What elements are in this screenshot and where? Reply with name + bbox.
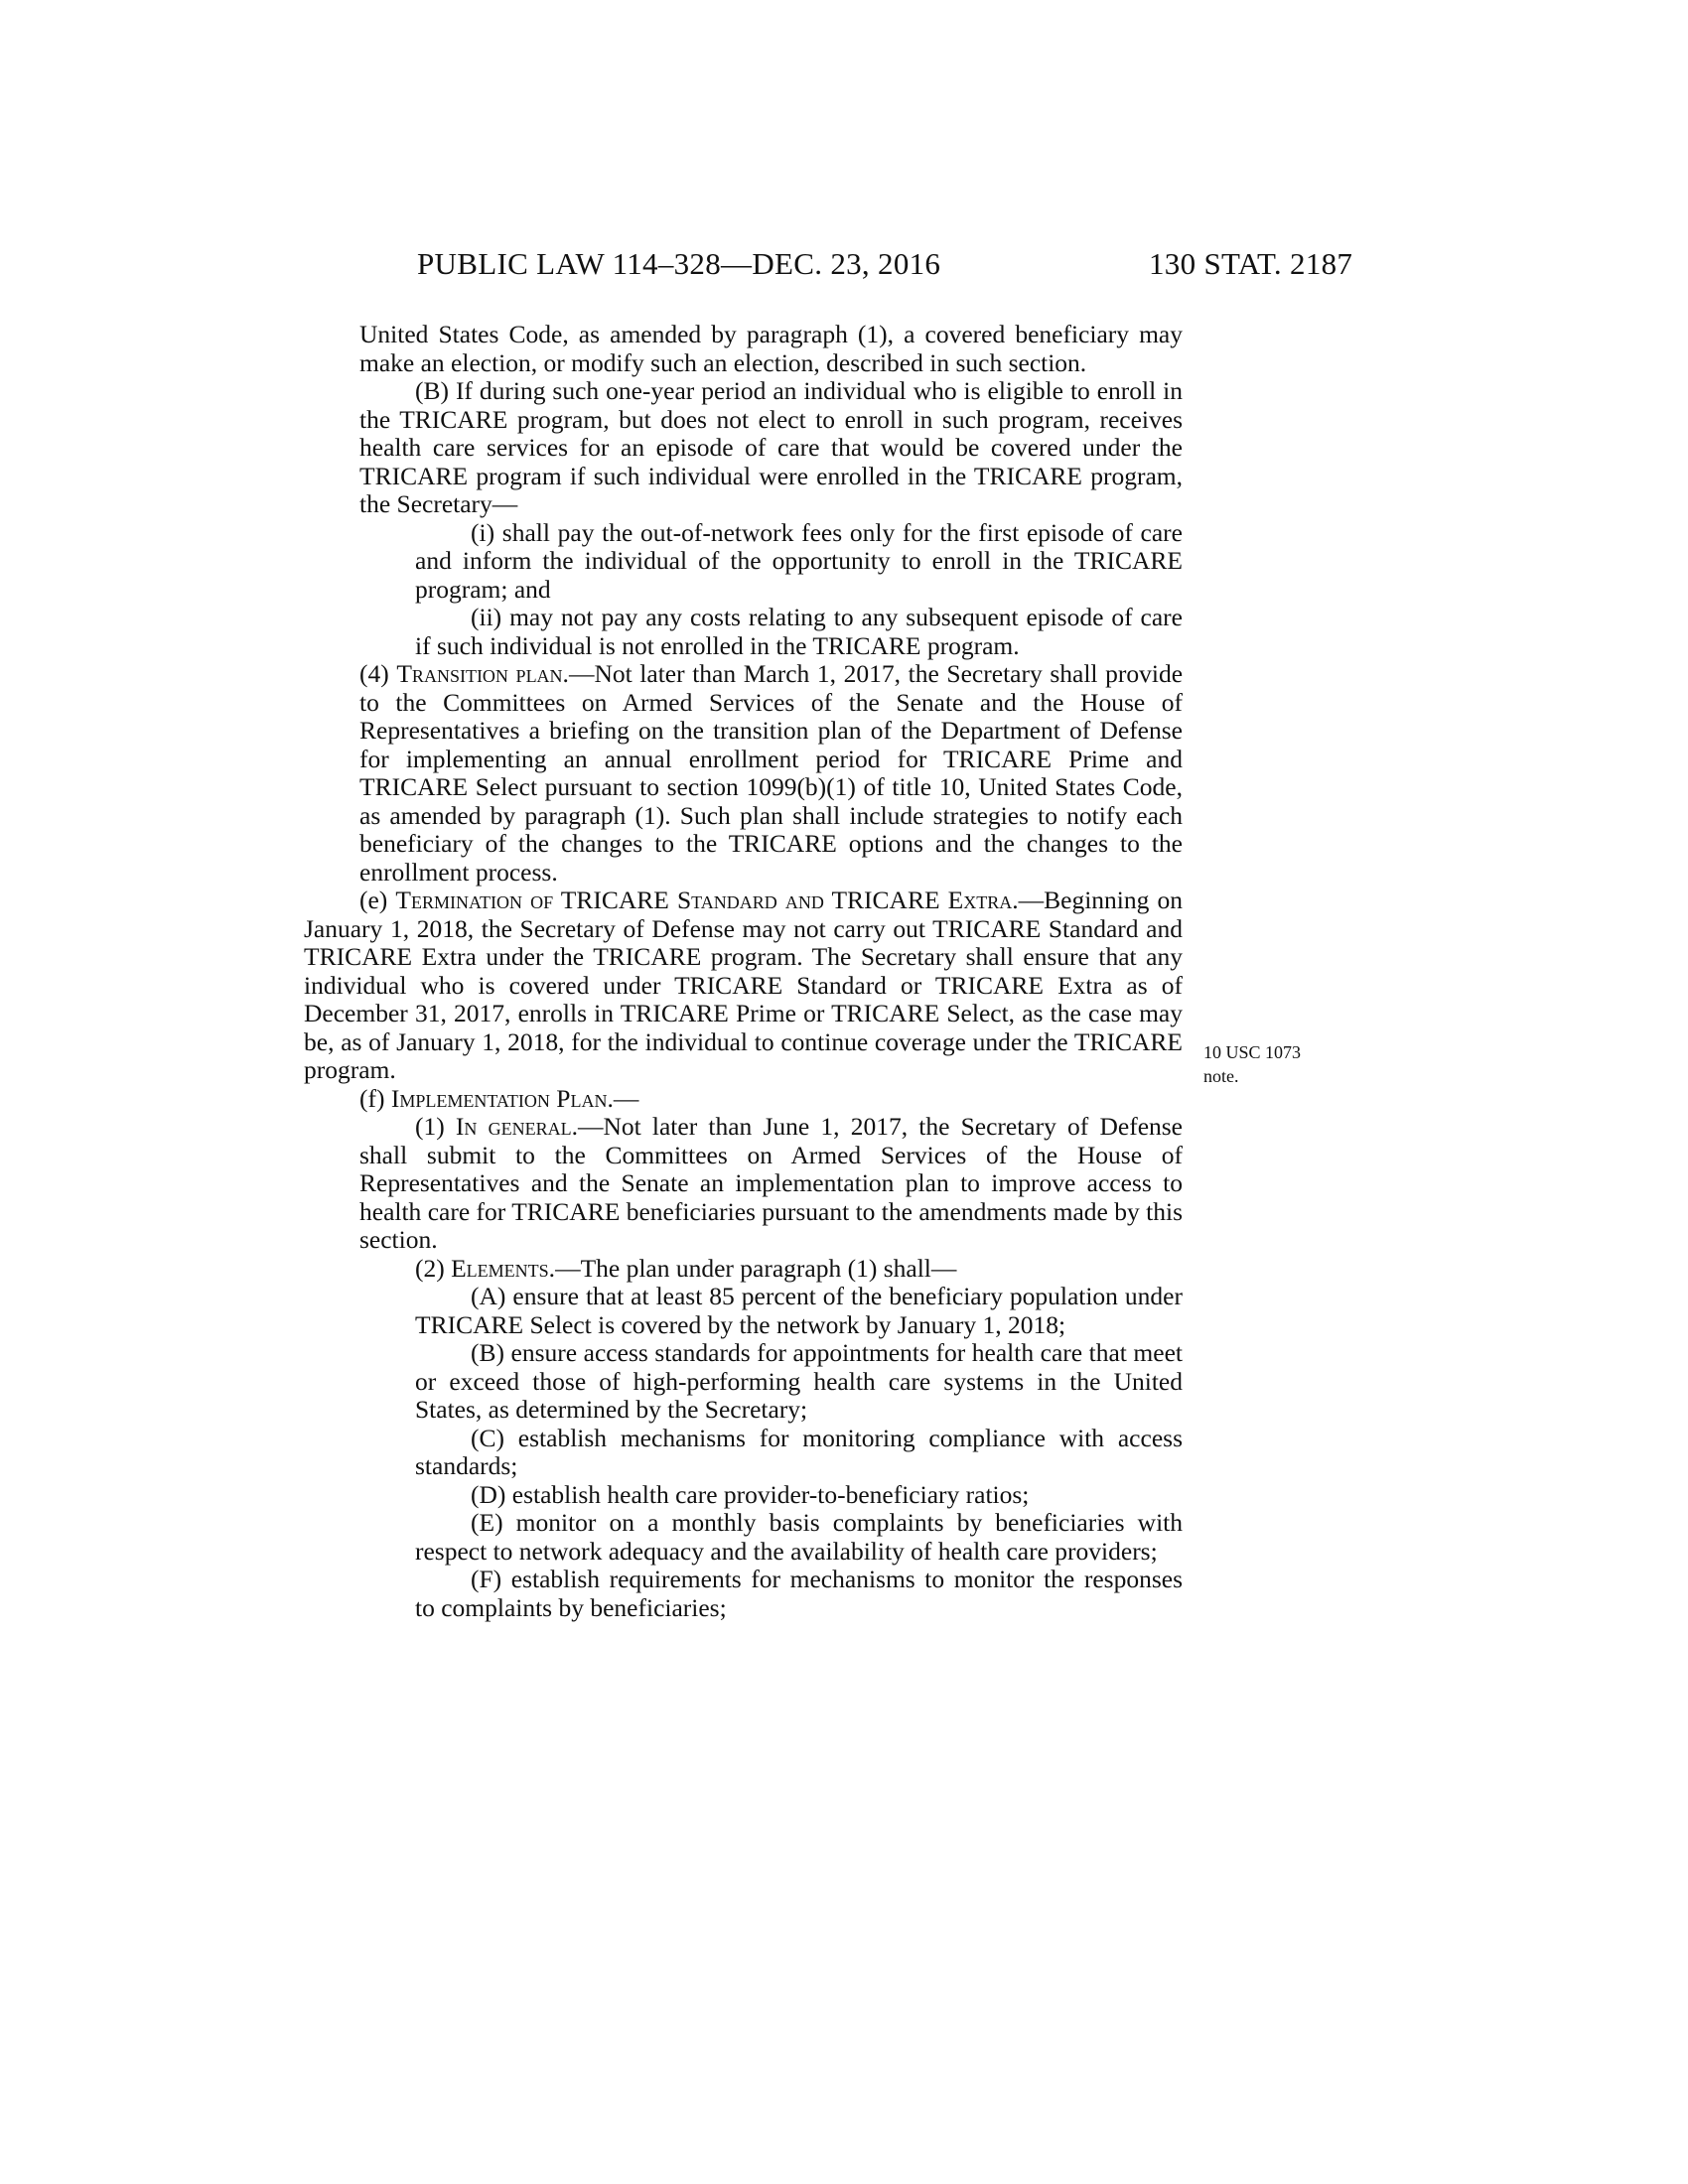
paragraph-2-elements — [359, 1255, 1183, 1284]
paragraph-4-text: —Not later than March 1, 2017, the Secretary shall provide to the Committees on Armed Services of the Senate and the House of Representatives a briefing on the transition plan of the Department of Defense for implementing an annual enrollment period for TRICARE Prime and TRICARE Select pursuant to section 1099(b)(1) of title 10, United States Code, as amended by paragraph (1). Such plan shall include strategies to notify each beneficiary of the changes to the TRICARE options and the changes to the enrollment process. — [359, 659, 1184, 887]
paragraph-i: (i) shall pay the out-of-network fees only for the first episode of care and inform the individual of the opportunity to enroll in the TRICARE program; and — [415, 517, 1183, 604]
running-header-page: 130 STAT. 2187 — [1149, 246, 1353, 281]
document-body — [0, 321, 1688, 1622]
paragraph-2-text: —The plan under paragraph (1) shall— — [555, 1253, 957, 1283]
paragraph-1-number: (1) — [415, 1112, 456, 1141]
subsection-f-number: (f) — [359, 1083, 391, 1113]
element-f: (F) establish requirements for mechanisms to monitor the responses to complaints by beneficiaries; — [415, 1565, 1183, 1622]
subsection-e-termination — [304, 887, 1183, 1085]
paragraph-4-transition-plan — [359, 660, 1183, 887]
paragraph-b: (B) If during such one-year period an individual who is eligible to enroll in the TRICARE program, but does not elect to enroll in such program, receives health care services for an episode of care that would be covered under the TRICARE program if such individual were enrolled in the TRICARE program, the Secretary— — [359, 376, 1183, 518]
paragraph-1-heading: In general. — [455, 1112, 578, 1141]
paragraph-continuation: United States Code, as amended by paragraph (1), a covered beneficiary may make an election, or modify such an election, described in such section. — [359, 320, 1183, 377]
element-c: (C) establish mechanisms for monitoring compliance with access standards; — [415, 1423, 1183, 1480]
subsection-e-heading: Termination of TRICARE Standard and TRICARE Extra. — [395, 886, 1019, 914]
subsection-f-implementation — [304, 1085, 1183, 1114]
paragraph-ii: (ii) may not pay any costs relating to any subsequent episode of care if such individual is not enrolled in the TRICARE program. — [415, 603, 1183, 660]
paragraph-2-number: (2) — [415, 1253, 452, 1283]
element-e: (E) monitor on a monthly basis complaints by beneficiaries with respect to network adequacy and the availability of health care providers; — [415, 1508, 1183, 1566]
element-a: (A) ensure that at least 85 percent of the beneficiary population under TRICARE Select is covered by the network by January 1, 2018; — [415, 1282, 1183, 1339]
subsection-e-number: (e) — [359, 886, 396, 914]
paragraph-2-heading: Elements. — [451, 1253, 556, 1283]
margin-note-label: note. — [1203, 1066, 1239, 1086]
subsection-e-text: —Beginning on January 1, 2018, the Secretary of Defense may not carry out TRICARE Standard and TRICARE Extra under the TRICARE program. The Secretary shall ensure that any individual who is covered under TRICARE Standard or TRICARE Extra as of December 31, 2017, enrolls in TRICARE Prime or TRICARE Select, as the case may be, as of January 1, 2018, for the individual to continue coverage under the TRICARE program. — [304, 886, 1183, 1084]
running-header-title: PUBLIC LAW 114–328—DEC. 23, 2016 — [417, 246, 941, 281]
subsection-f-heading: Implementation Plan. — [390, 1083, 614, 1113]
paragraph-4-heading: Transition plan. — [396, 659, 569, 688]
paragraph-1-text: —Not later than June 1, 2017, the Secretary of Defense shall submit to the Committees on Armed Services of the House of Representatives and the Senate an implementation plan to improve access to health care for TRICARE beneficiaries pursuant to the amendments made by this section. — [359, 1112, 1183, 1254]
subsection-f-text: — — [613, 1083, 639, 1113]
margin-note-citation: 10 USC 1073 — [1203, 1042, 1302, 1062]
element-b: (B) ensure access standards for appointments for health care that meet or exceed those of high-performing health care systems in the United States, as determined by the Secretary; — [415, 1338, 1183, 1424]
element-d: (D) establish health care provider-to-beneficiary ratios; — [471, 1479, 1030, 1509]
paragraph-4-number: (4) — [359, 659, 397, 688]
paragraph-1-in-general — [359, 1113, 1183, 1255]
